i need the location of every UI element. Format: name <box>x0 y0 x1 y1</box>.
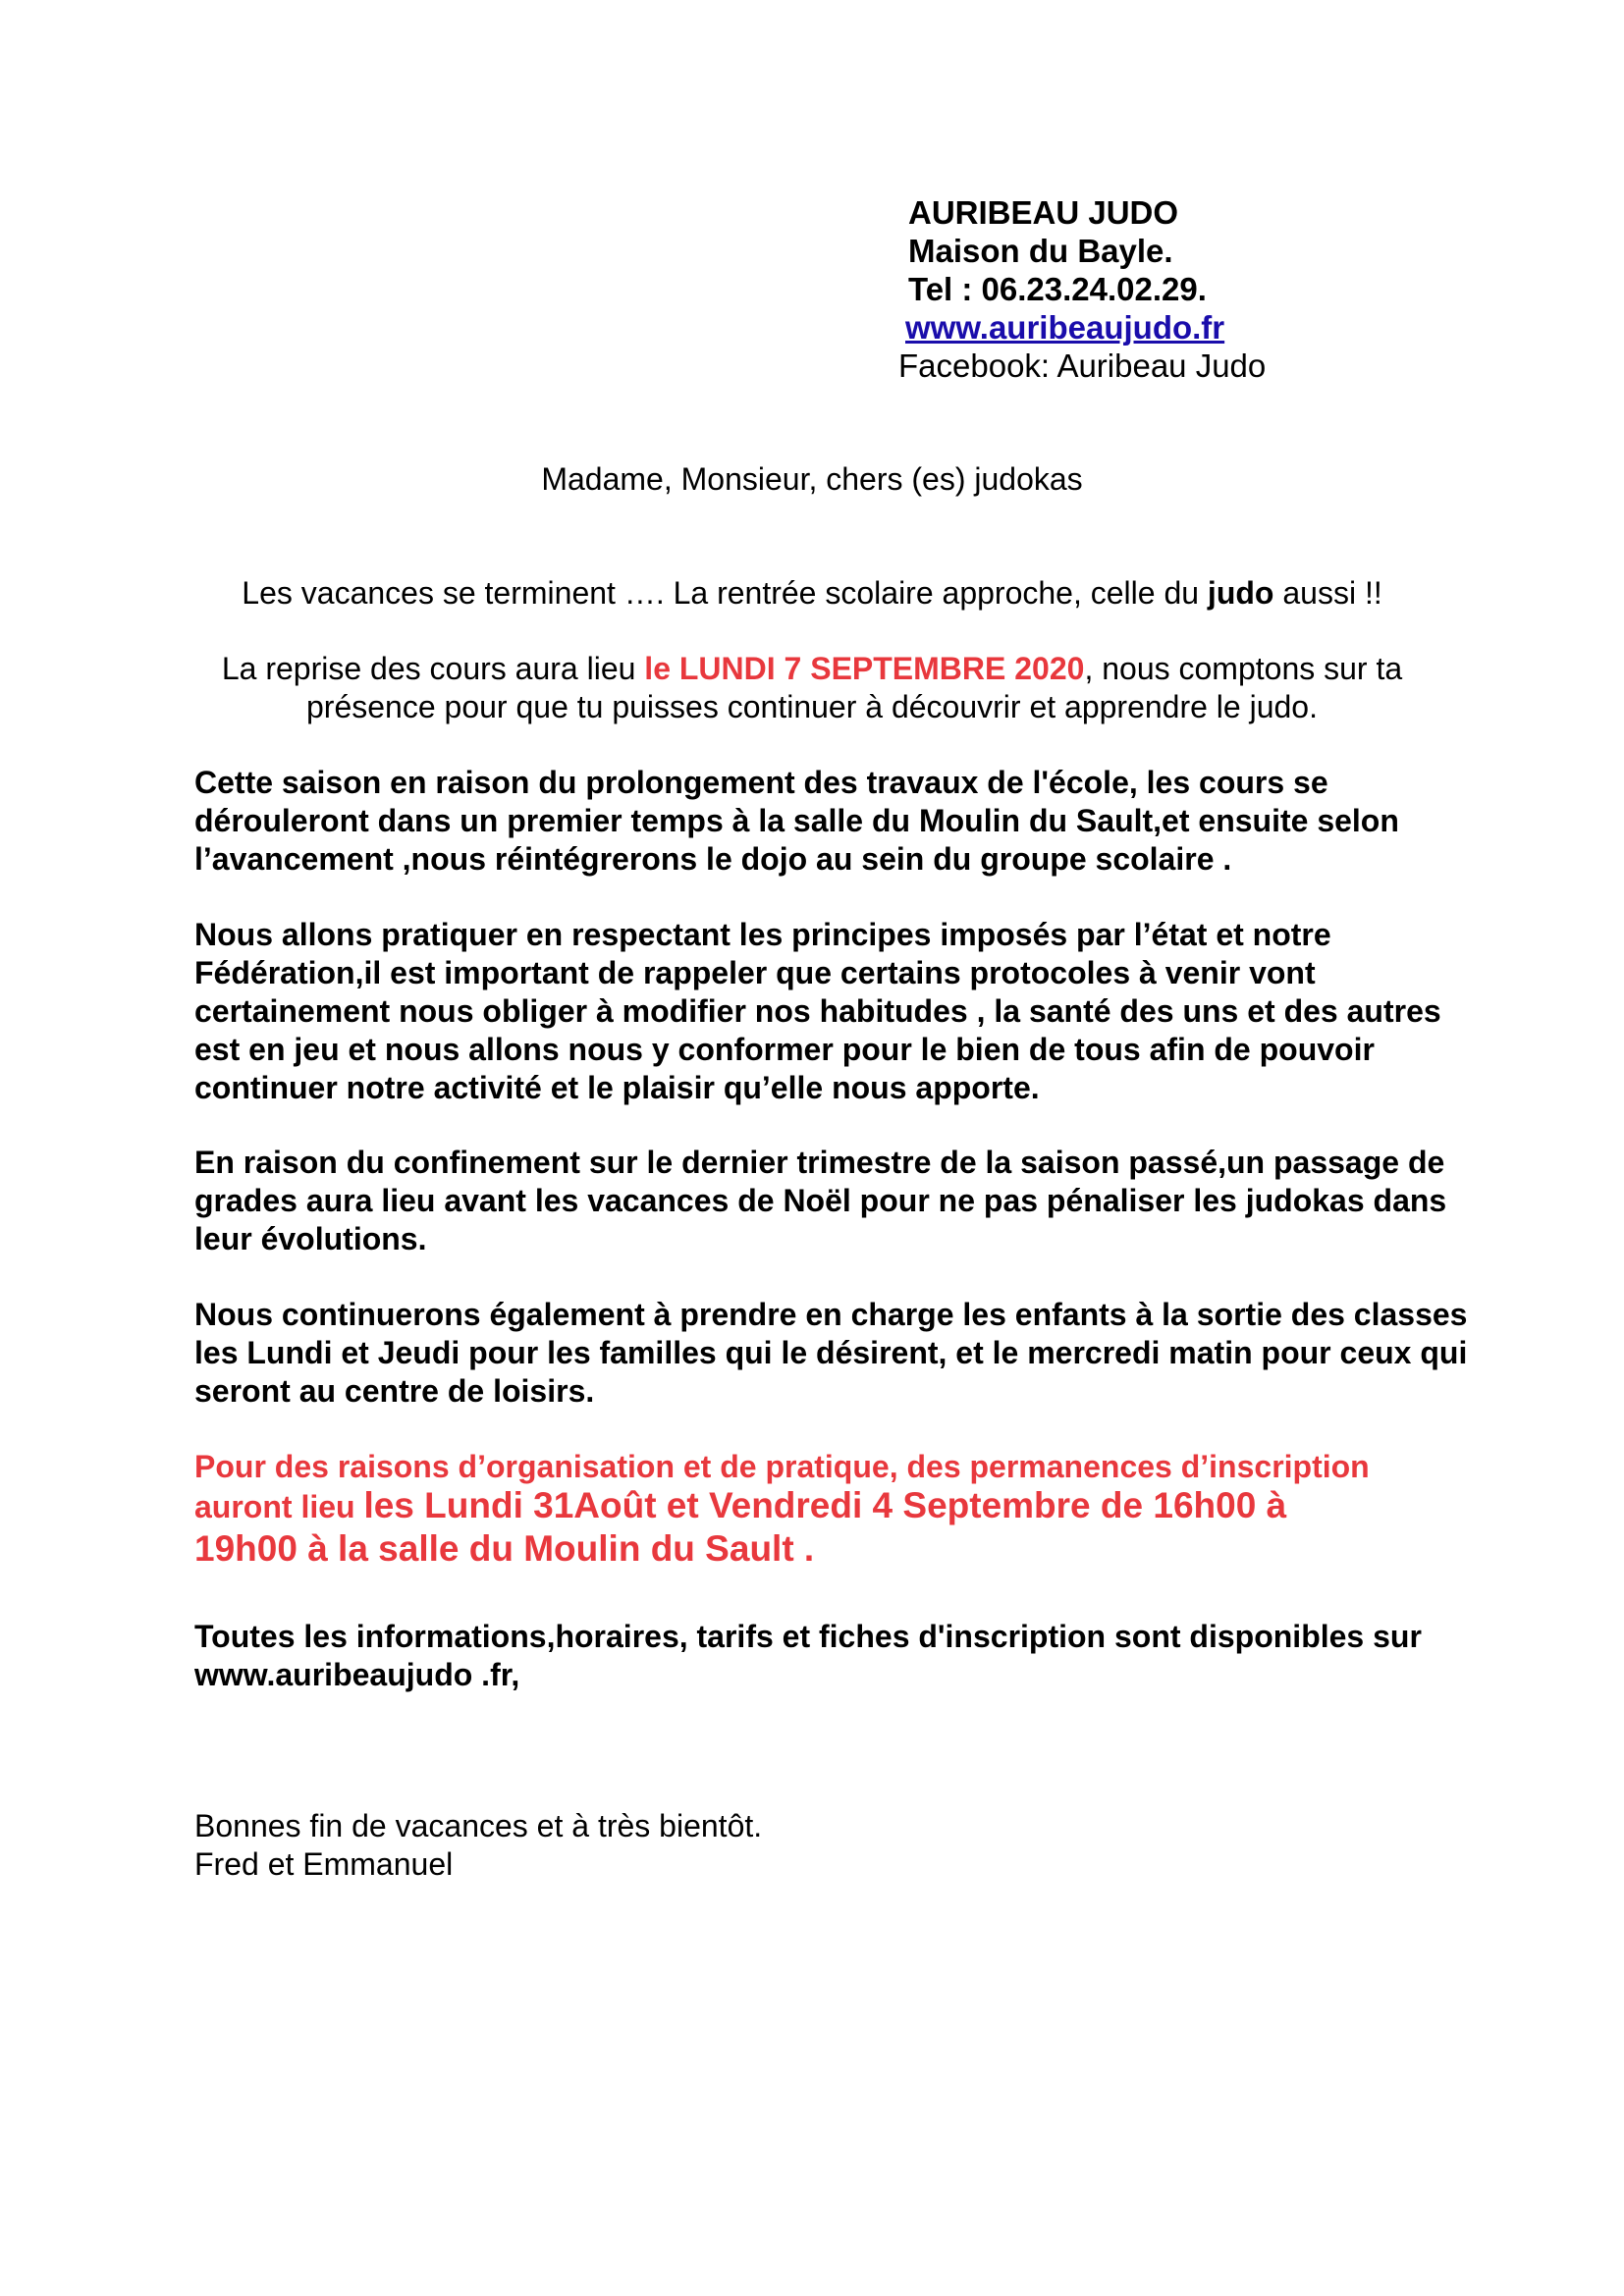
intro-after: aussi !! <box>1273 575 1382 611</box>
facebook-label: Facebook: Auribeau Judo <box>898 347 1267 384</box>
reprise-after: , nous comptons sur ta <box>1084 651 1403 686</box>
paragraph-protocols: Nous allons pratiquer en respectant les principes imposés par l’état et notre Fédération,il est important de rappeler que certains protocoles à venir vont certainement nous obliger à modifier nos habitudes , la santé des uns et des autres est en jeu et nous allons nous y conformer pour le bien de tous afin de pouvoir continuer notre activité et le plaisir qu’elle nous apporte. <box>194 917 1441 1105</box>
intro-bold: judo <box>1207 575 1274 611</box>
inscription-dates: les Lundi 31Août et Vendredi 4 Septembre de 16h00 à <box>363 1485 1287 1525</box>
inscription-small: auront lieu <box>194 1489 364 1524</box>
reprise-date: le LUNDI 7 SEPTEMBRE 2020 <box>644 651 1085 686</box>
org-phone: Tel : 06.23.24.02.29. <box>908 271 1207 307</box>
signature: Fred et Emmanuel <box>194 1846 454 1882</box>
reprise-before: La reprise des cours aura lieu <box>221 651 645 686</box>
inscription-line-3: 19h00 à la salle du Moulin du Sault . <box>194 1528 815 1569</box>
greeting: Madame, Monsieur, chers (es) judokas <box>541 461 1083 497</box>
paragraph-childcare: Nous continuerons également à prendre en charge les enfants à la sortie des classes les Lundi et Jeudi pour les familles qui le désirent, et le mercredi matin pour ceux qui seront au centre de loisirs. <box>194 1297 1468 1409</box>
intro-before: Les vacances se terminent …. La rentrée scolaire approche, celle du <box>242 575 1208 611</box>
paragraph-info: Toutes les informations,horaires, tarifs et fiches d'inscription sont disponibles sur www.auribeaujudo .fr, <box>194 1619 1422 1692</box>
reprise-line-1 <box>0 650 1624 688</box>
intro-line <box>0 574 1624 613</box>
reprise-line-2: présence pour que tu puisses continuer à découvrir et apprendre le judo. <box>306 689 1318 724</box>
paragraph-grades: En raison du confinement sur le dernier trimestre de la saison passé,un passage de grades aura lieu avant les vacances de Noël pour ne pas pénaliser les judokas dans leur évolutions. <box>194 1145 1447 1256</box>
inscription-line-2 <box>194 1484 1471 1527</box>
org-name: AURIBEAU JUDO <box>908 194 1179 231</box>
closing-line: Bonnes fin de vacances et à très bientôt. <box>194 1808 763 1843</box>
org-address: Maison du Bayle. <box>908 233 1173 269</box>
website-link[interactable]: www.auribeaujudo.fr <box>905 309 1225 346</box>
paragraph-venue: Cette saison en raison du prolongement des travaux de l'école, les cours se dérouleront dans un premier temps à la salle du Moulin du Sault,et ensuite selon l’avancement ,nous réintégrerons le dojo au sein du groupe scolaire . <box>194 765 1399 877</box>
inscription-line-1: Pour des raisons d’organisation et de pratique, des permanences d’inscription <box>194 1449 1370 1484</box>
